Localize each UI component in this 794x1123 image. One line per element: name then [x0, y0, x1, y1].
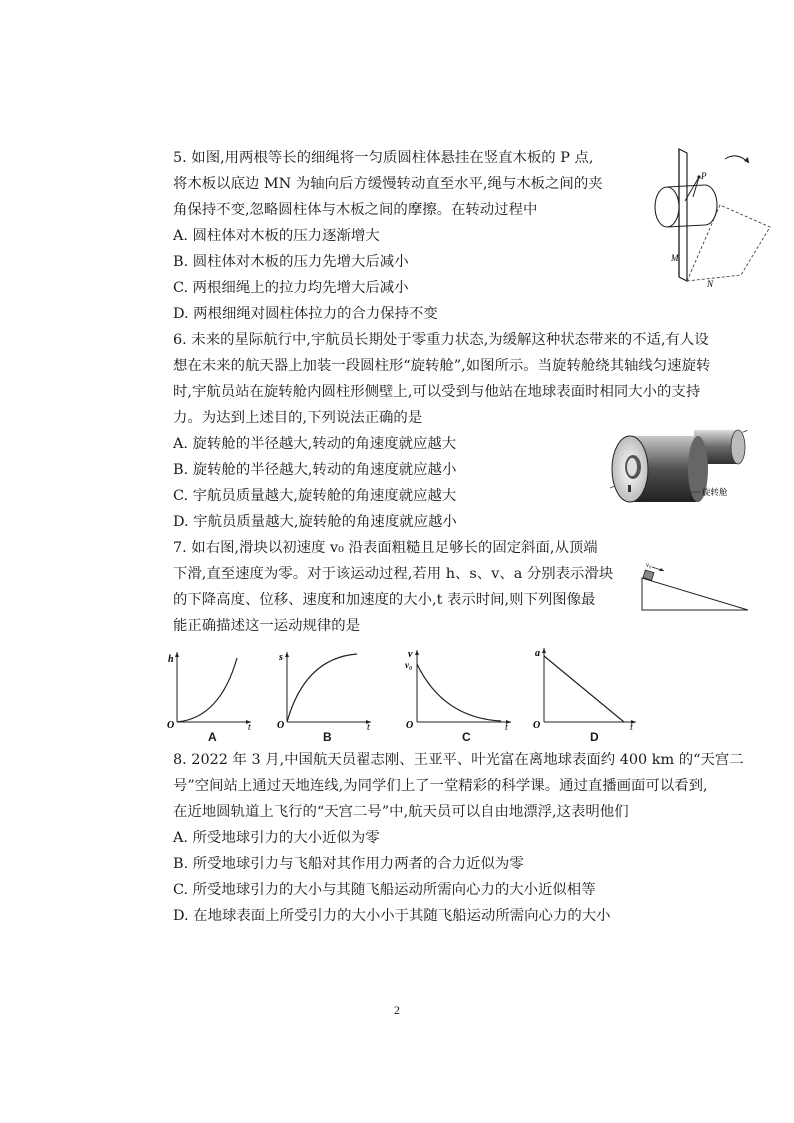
q7-graph-d-axis: a [535, 648, 540, 659]
q7-graph-c-axis: v [408, 649, 413, 660]
q7-graph-a-time: t [248, 722, 251, 730]
q8-stem-line-1: 8. 2022 年 3 月,中国航天员翟志刚、王亚平、叶光富在离地球表面约 400 km 的“天宫二 [173, 752, 744, 768]
q5-option-c: C. 两根细绳上的拉力均先增大后减小 [173, 280, 409, 296]
q8-stem-line-2: 号”空间站上通过天地连线,为同学们上了一堂精彩的科学课。通过直播画面可以看到, [173, 778, 708, 794]
q7-graph-b [275, 648, 375, 730]
q5-stem-line-2: 将木板以底边 MN 为轴向后方缓慢转动直至水平,绳与木板之间的夹 [173, 176, 603, 192]
q5-label-m: M [671, 253, 679, 263]
q6-stem-line-3: 时,宇航员站在旋转舱内圆柱形侧壁上,可以受到与他站在地球表面时相同大小的支持 [173, 384, 701, 400]
q7-graph-c-caption: C [462, 730, 471, 744]
q6-cabin-figure [608, 418, 763, 513]
q7-graph-c-origin: O [406, 720, 414, 730]
q7-graph-b-axis: s [279, 652, 283, 663]
q5-label-n: N [707, 279, 714, 289]
q7-graph-c-time: t [505, 722, 508, 730]
q6-option-d: D. 宇航员质量越大,旋转舱的角速度就应越小 [173, 514, 457, 530]
q8-option-a: A. 所受地球引力的大小近似为零 [173, 830, 380, 846]
q7-graph-a-origin: O [167, 720, 175, 730]
q5-label-p: P [701, 171, 707, 181]
q6-option-a: A. 旋转舱的半径越大,转动的角速度就应越大 [173, 436, 457, 452]
q5-stem-line-1: 5. 如图,用两根等长的细绳将一匀质圆柱体悬挂在竖直木板的 P 点, [173, 150, 594, 166]
q7-graph-b-origin: O [277, 720, 285, 730]
q5-option-d: D. 两根细绳对圆柱体拉力的合力保持不变 [173, 306, 438, 322]
q5-option-b: B. 圆柱体对木板的压力先增大后减小 [173, 254, 409, 270]
q6-option-b: B. 旋转舱的半径越大,转动的角速度就应越小 [173, 462, 457, 478]
q7-graph-a-caption: A [208, 730, 217, 744]
q8-option-b: B. 所受地球引力与飞船对其作用力两者的合力近似为零 [173, 856, 524, 872]
q8-option-c: C. 所受地球引力的大小与其随飞船运动所需向心力的大小近似相等 [173, 882, 596, 898]
q8-option-d: D. 在地球表面上所受引力的大小小于其随飞船运动所需向心力的大小 [173, 908, 611, 924]
q6-stem-line-2: 想在未来的航天器上加装一段圆柱形“旋转舱”,如图所示。当旋转舱绕其轴线匀速旋转 [173, 358, 711, 374]
q7-graph-d-time: t [630, 722, 633, 730]
q6-stem-line-4: 力。为达到上述目的,下列说法正确的是 [173, 410, 423, 426]
q7-graph-d-origin: O [533, 720, 541, 730]
q7-graph-c-v0: v₀ [405, 660, 413, 670]
q7-graph-a-axis: h [168, 654, 174, 665]
q8-stem-line-3: 在近地圆轨道上飞行的“天宫二号”中,航天员可以自由地漂浮,这表明他们 [173, 804, 629, 820]
q5-option-a: A. 圆柱体对木板的压力逐渐增大 [173, 228, 380, 244]
q7-graph-d-caption: D [590, 730, 599, 744]
q7-incline-figure [640, 562, 752, 614]
q7-graph-d [530, 644, 640, 730]
q7-graph-b-time: t [367, 722, 370, 730]
q7-stem-line-1: 7. 如右图,滑块以初速度 v₀ 沿表面粗糙且足够长的固定斜面,从顶端 [173, 540, 598, 556]
q5-board-figure [645, 145, 780, 290]
page-number: 2 [394, 1003, 400, 1017]
q7-incline-v0: v₀ [646, 562, 652, 569]
q7-stem-line-4: 能正确描述这一运动规律的是 [173, 618, 361, 634]
q5-stem-line-3: 角保持不变,忽略圆柱体与木板之间的摩擦。在转动过程中 [173, 202, 538, 218]
q6-stem-line-1: 6. 未来的星际航行中,宇航员长期处于零重力状态,为缓解这种状态带来的不适,有人设 [173, 332, 709, 348]
q6-option-c: C. 宇航员质量越大,旋转舱的角速度就应越大 [173, 488, 457, 504]
q7-stem-line-3: 的下降高度、位移、速度和加速度的大小,t 表示时间,则下列图像最 [173, 592, 596, 608]
q7-graph-a [165, 648, 255, 730]
q6-cabin-label: 旋转舱 [702, 488, 728, 498]
q7-stem-line-2: 下滑,直至速度为零。对于该运动过程,若用 h、s、v、a 分别表示滑块 [173, 566, 614, 582]
q7-graph-b-caption: B [323, 730, 332, 744]
q7-graph-c [403, 646, 515, 730]
